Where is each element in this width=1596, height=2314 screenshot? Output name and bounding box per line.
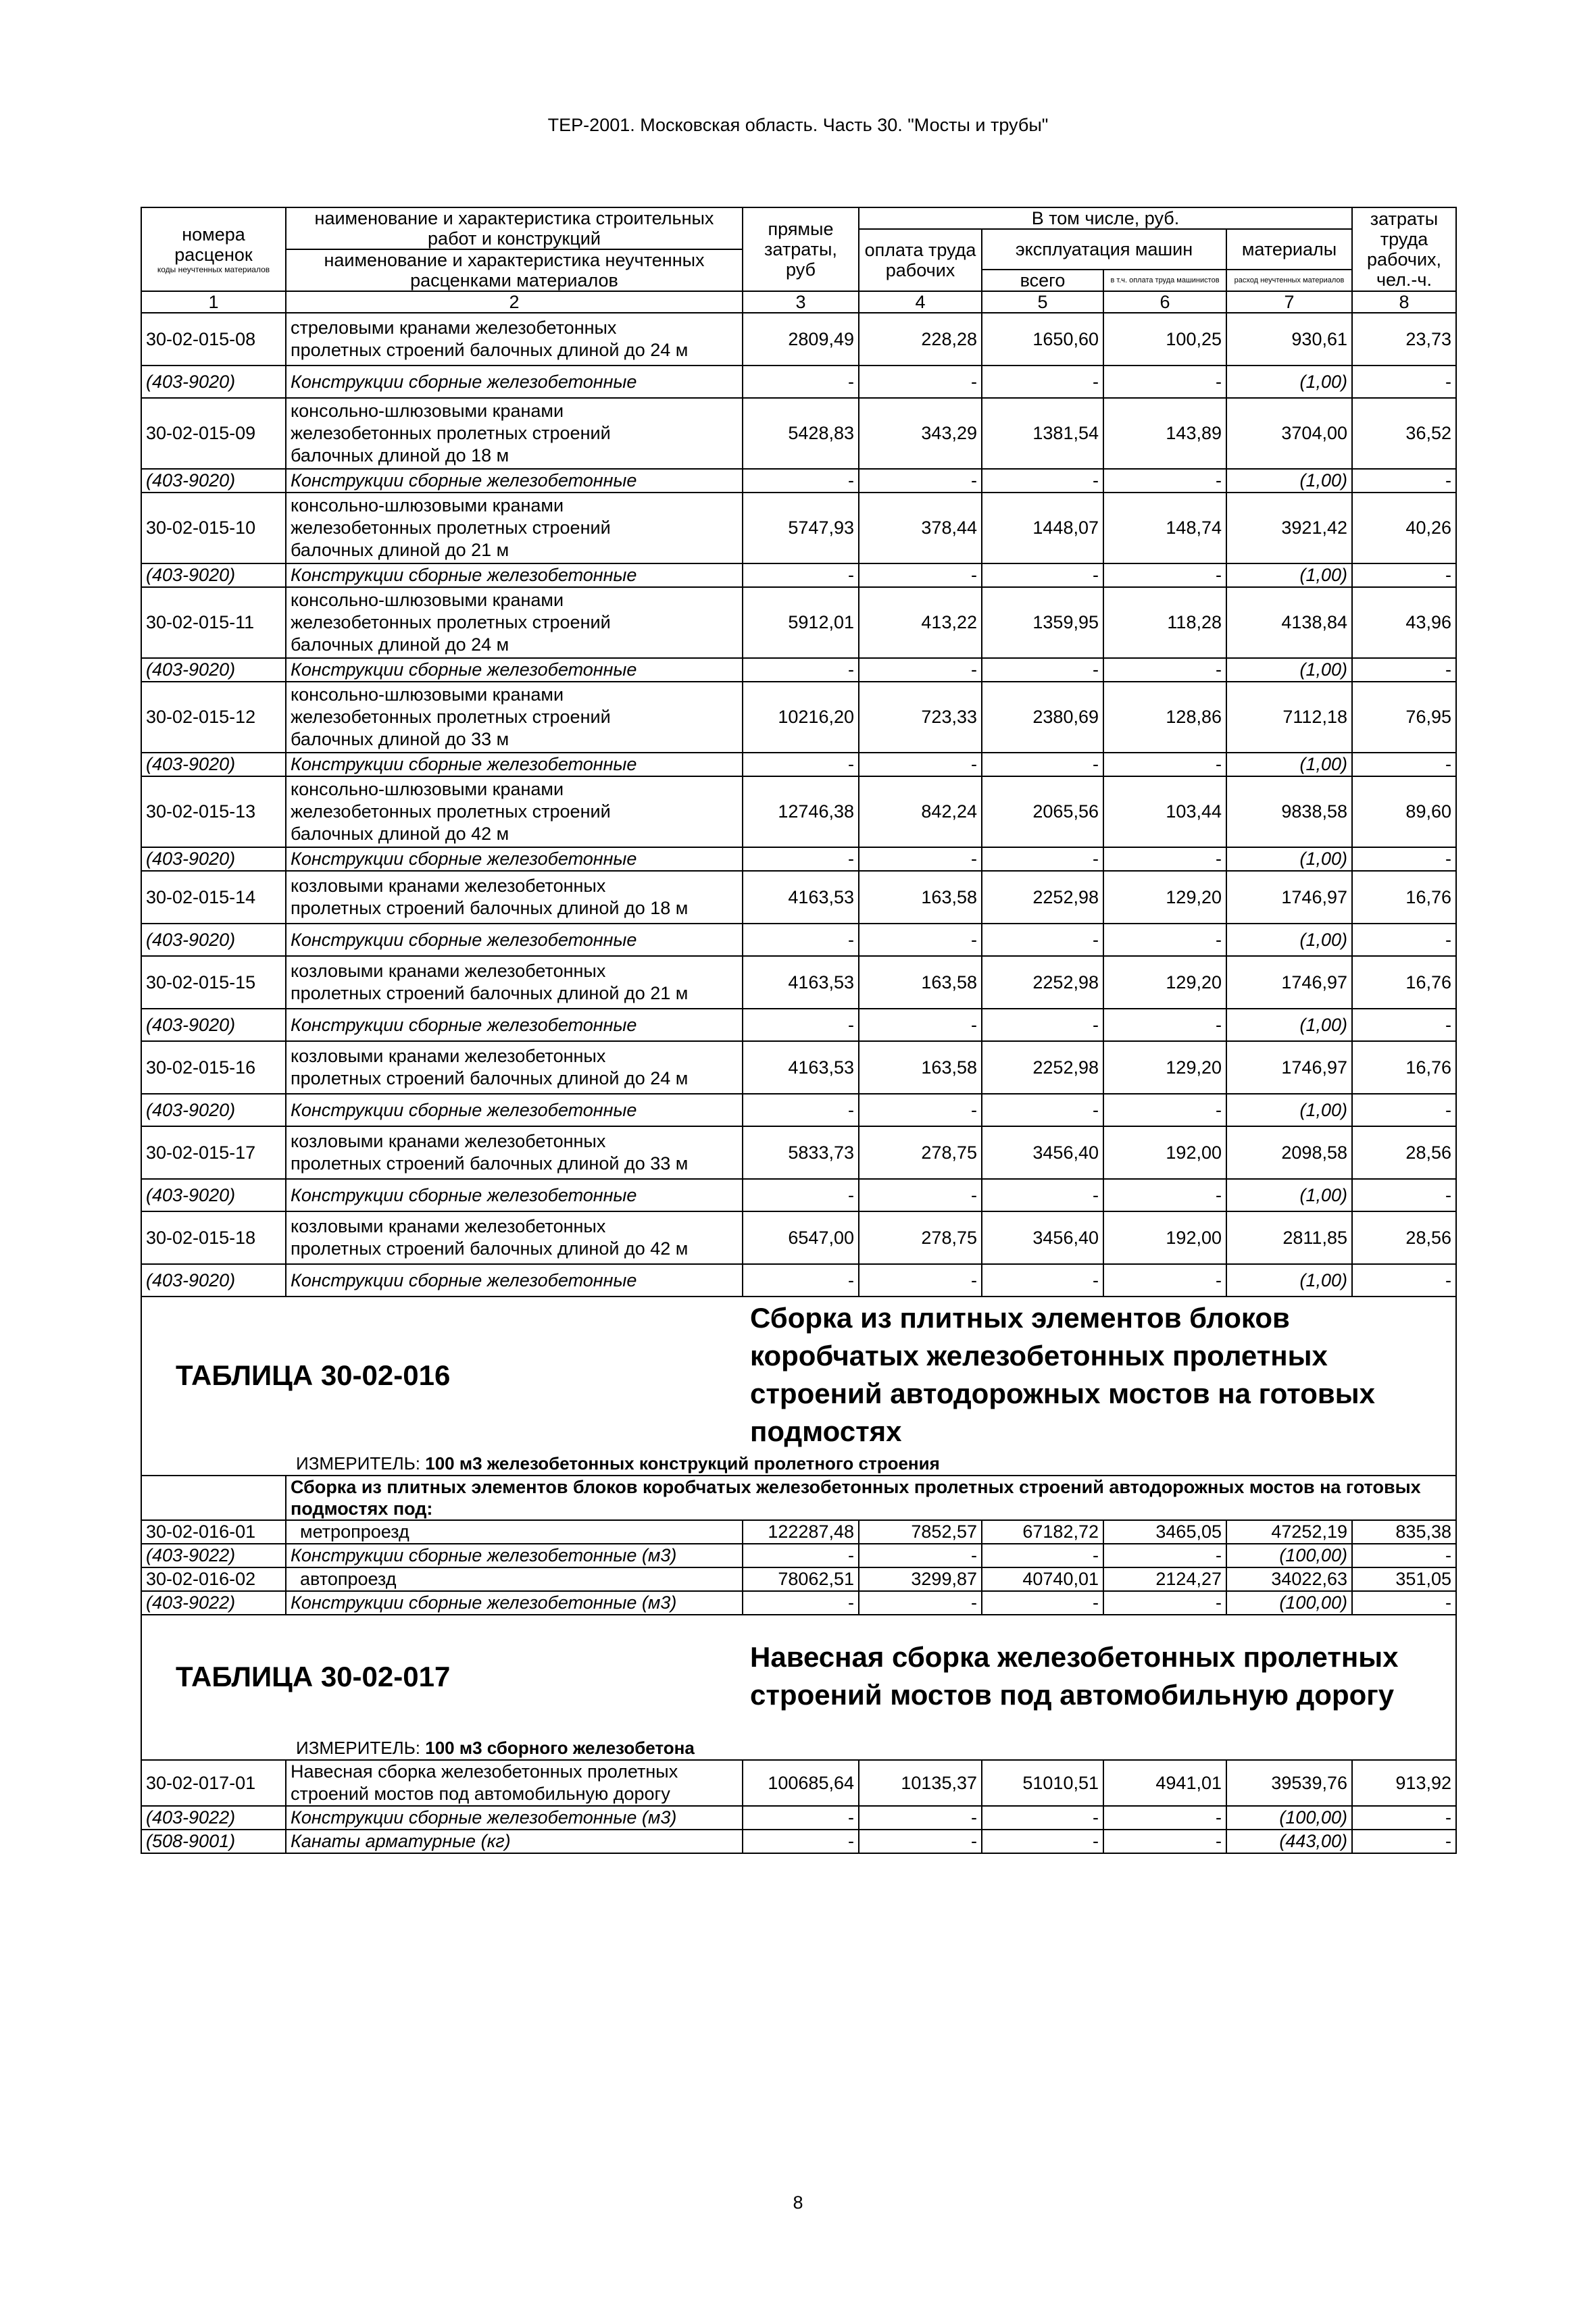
material-code: (403-9020) bbox=[141, 658, 286, 682]
machine-cost: 3456,40 bbox=[982, 1126, 1103, 1179]
material-cost: 1746,97 bbox=[1226, 956, 1352, 1009]
dash-cell: - bbox=[859, 847, 982, 871]
machinist-cost: 148,74 bbox=[1103, 493, 1226, 563]
direct-cost: 10216,20 bbox=[743, 682, 859, 753]
labor-cost: 378,44 bbox=[859, 493, 982, 563]
material-name: Канаты арматурные (кг) bbox=[286, 1830, 743, 1853]
rate-name: Навесная сборка железобетонных пролетных строений мостов под автомобильную дорогу bbox=[286, 1760, 743, 1806]
dash-cell: - bbox=[1103, 1544, 1226, 1567]
dash-cell: - bbox=[1352, 1591, 1456, 1615]
rate-code: 30-02-016-01 bbox=[141, 1520, 286, 1544]
material-code: (403-9020) bbox=[141, 469, 286, 493]
labor-cost: 163,58 bbox=[859, 871, 982, 924]
machine-cost: 67182,72 bbox=[982, 1520, 1103, 1544]
table-title: Навесная сборка железобетонных пролетных строений мостов под автомобильную дорогу bbox=[750, 1641, 1399, 1711]
rate-row bbox=[141, 313, 1456, 366]
rate-code: 30-02-015-10 bbox=[141, 493, 286, 563]
material-quantity: (1,00) bbox=[1226, 847, 1352, 871]
labor-cost: 228,28 bbox=[859, 313, 982, 366]
material-quantity: (100,00) bbox=[1226, 1544, 1352, 1567]
rate-row bbox=[141, 587, 1456, 658]
material-cost: 2811,85 bbox=[1226, 1211, 1352, 1264]
machinist-cost: 129,20 bbox=[1103, 956, 1226, 1009]
machine-cost: 1448,07 bbox=[982, 493, 1103, 563]
rate-name: консольно-шлюзовыми кранами железобетонных пролетных строений балочных длиной до 33 м bbox=[286, 682, 743, 753]
unaccounted-material-row bbox=[141, 1830, 1456, 1853]
material-cost: 4138,84 bbox=[1226, 587, 1352, 658]
dash-cell: - bbox=[743, 924, 859, 956]
dash-cell: - bbox=[859, 1179, 982, 1211]
dash-cell: - bbox=[743, 469, 859, 493]
material-code: (403-9022) bbox=[141, 1544, 286, 1567]
dash-cell: - bbox=[982, 924, 1103, 956]
labor-hours: 43,96 bbox=[1352, 587, 1456, 658]
dash-cell: - bbox=[859, 563, 982, 587]
rate-name: козловыми кранами железобетонных пролетных строений балочных длиной до 18 м bbox=[286, 871, 743, 924]
rate-name: козловыми кранами железобетонных пролетных строений балочных длиной до 24 м bbox=[286, 1041, 743, 1094]
rate-code: 30-02-015-11 bbox=[141, 587, 286, 658]
rate-row bbox=[141, 1760, 1456, 1806]
dash-cell: - bbox=[982, 1806, 1103, 1830]
labor-hours: 913,92 bbox=[1352, 1760, 1456, 1806]
rate-row bbox=[141, 776, 1456, 847]
direct-cost: 2809,49 bbox=[743, 313, 859, 366]
labor-cost: 278,75 bbox=[859, 1211, 982, 1264]
material-quantity: (1,00) bbox=[1226, 1009, 1352, 1041]
labor-cost: 7852,57 bbox=[859, 1520, 982, 1544]
material-cost: 34022,63 bbox=[1226, 1567, 1352, 1591]
machinist-cost: 3465,05 bbox=[1103, 1520, 1226, 1544]
dash-cell: - bbox=[743, 1094, 859, 1126]
unaccounted-material-row bbox=[141, 469, 1456, 493]
rate-code: 30-02-015-14 bbox=[141, 871, 286, 924]
meter-row bbox=[141, 1453, 1456, 1476]
machine-cost: 2252,98 bbox=[982, 956, 1103, 1009]
dash-cell: - bbox=[743, 1179, 859, 1211]
dash-cell: - bbox=[982, 658, 1103, 682]
machinist-cost: 128,86 bbox=[1103, 682, 1226, 753]
dash-cell: - bbox=[1103, 1830, 1226, 1853]
unaccounted-material-row bbox=[141, 924, 1456, 956]
material-code: (508-9001) bbox=[141, 1830, 286, 1853]
rate-name: консольно-шлюзовыми кранами железобетонных пролетных строений балочных длиной до 24 м bbox=[286, 587, 743, 658]
direct-cost: 12746,38 bbox=[743, 776, 859, 847]
rate-code: 30-02-017-01 bbox=[141, 1760, 286, 1806]
direct-cost: 4163,53 bbox=[743, 956, 859, 1009]
material-cost: 2098,58 bbox=[1226, 1126, 1352, 1179]
dash-cell: - bbox=[743, 1591, 859, 1615]
rate-code: 30-02-015-09 bbox=[141, 398, 286, 469]
machinist-cost: 100,25 bbox=[1103, 313, 1226, 366]
rate-row bbox=[141, 1211, 1456, 1264]
dash-cell: - bbox=[1352, 1009, 1456, 1041]
labor-hours: 351,05 bbox=[1352, 1567, 1456, 1591]
rate-name: консольно-шлюзовыми кранами железобетонных пролетных строений балочных длиной до 42 м bbox=[286, 776, 743, 847]
dash-cell: - bbox=[1352, 658, 1456, 682]
direct-cost: 122287,48 bbox=[743, 1520, 859, 1544]
col-header-code: номера расценок коды неучтенных материалов bbox=[141, 207, 286, 291]
material-cost: 39539,76 bbox=[1226, 1760, 1352, 1806]
dash-cell: - bbox=[859, 658, 982, 682]
material-code: (403-9020) bbox=[141, 1009, 286, 1041]
table-label: ТАБЛИЦА 30-02-017 bbox=[176, 1660, 451, 1692]
dash-cell: - bbox=[1352, 1830, 1456, 1853]
dash-cell: - bbox=[743, 658, 859, 682]
material-name: Конструкции сборные железобетонные (м3) bbox=[286, 1591, 743, 1615]
unaccounted-material-row bbox=[141, 1009, 1456, 1041]
rate-row bbox=[141, 956, 1456, 1009]
labor-cost: 343,29 bbox=[859, 398, 982, 469]
rate-code: 30-02-015-18 bbox=[141, 1211, 286, 1264]
direct-cost: 5747,93 bbox=[743, 493, 859, 563]
rate-code: 30-02-015-16 bbox=[141, 1041, 286, 1094]
machinist-cost: 143,89 bbox=[1103, 398, 1226, 469]
machinist-cost: 192,00 bbox=[1103, 1126, 1226, 1179]
machine-cost: 40740,01 bbox=[982, 1567, 1103, 1591]
material-name: Конструкции сборные железобетонные bbox=[286, 1264, 743, 1297]
dash-cell: - bbox=[1352, 1806, 1456, 1830]
machine-cost: 3456,40 bbox=[982, 1211, 1103, 1264]
dash-cell: - bbox=[859, 1544, 982, 1567]
machine-cost: 2380,69 bbox=[982, 682, 1103, 753]
dash-cell: - bbox=[982, 1009, 1103, 1041]
dash-cell: - bbox=[1103, 924, 1226, 956]
group-title: Сборка из плитных элементов блоков коробчатых железобетонных пролетных строений автодорожных мостов на готовых подмостях под: bbox=[286, 1476, 1456, 1520]
machinist-cost: 192,00 bbox=[1103, 1211, 1226, 1264]
material-code: (403-9020) bbox=[141, 1179, 286, 1211]
machine-cost: 2065,56 bbox=[982, 776, 1103, 847]
rate-name: козловыми кранами железобетонных пролетных строений балочных длиной до 42 м bbox=[286, 1211, 743, 1264]
labor-hours: 40,26 bbox=[1352, 493, 1456, 563]
col-header-mach-labor: в т.ч. оплата труда машинистов bbox=[1103, 270, 1226, 291]
material-code: (403-9020) bbox=[141, 753, 286, 776]
labor-hours: 16,76 bbox=[1352, 956, 1456, 1009]
machinist-cost: 129,20 bbox=[1103, 871, 1226, 924]
rate-code: 30-02-015-17 bbox=[141, 1126, 286, 1179]
dash-cell: - bbox=[743, 366, 859, 398]
dash-cell: - bbox=[982, 1264, 1103, 1297]
dash-cell: - bbox=[859, 1094, 982, 1126]
direct-cost: 6547,00 bbox=[743, 1211, 859, 1264]
dash-cell: - bbox=[859, 469, 982, 493]
col-header-materials: материалы bbox=[1226, 229, 1352, 270]
material-name: Конструкции сборные железобетонные bbox=[286, 366, 743, 398]
rate-row bbox=[141, 1567, 1456, 1591]
dash-cell: - bbox=[1103, 658, 1226, 682]
page-header: ТЕР-2001. Московская область. Часть 30. "Мосты и трубы" bbox=[547, 115, 1049, 135]
table-section-header bbox=[141, 1297, 1456, 1453]
dash-cell: - bbox=[743, 847, 859, 871]
dash-cell: - bbox=[859, 1009, 982, 1041]
dash-cell: - bbox=[743, 1264, 859, 1297]
material-quantity: (1,00) bbox=[1226, 658, 1352, 682]
material-name: Конструкции сборные железобетонные bbox=[286, 469, 743, 493]
dash-cell: - bbox=[1352, 1264, 1456, 1297]
meter-value: 100 м3 сборного железобетона bbox=[425, 1738, 695, 1758]
dash-cell: - bbox=[1103, 366, 1226, 398]
dash-cell: - bbox=[1103, 1264, 1226, 1297]
unaccounted-material-row bbox=[141, 1264, 1456, 1297]
dash-cell: - bbox=[743, 753, 859, 776]
machine-cost: 2252,98 bbox=[982, 871, 1103, 924]
material-quantity: (1,00) bbox=[1226, 753, 1352, 776]
material-cost: 1746,97 bbox=[1226, 871, 1352, 924]
unaccounted-material-row bbox=[141, 366, 1456, 398]
machine-cost: 1381,54 bbox=[982, 398, 1103, 469]
rate-code: 30-02-015-15 bbox=[141, 956, 286, 1009]
dash-cell: - bbox=[982, 469, 1103, 493]
labor-hours: 28,56 bbox=[1352, 1126, 1456, 1179]
table-label: ТАБЛИЦА 30-02-016 bbox=[176, 1359, 451, 1391]
dash-cell: - bbox=[982, 1179, 1103, 1211]
dash-cell: - bbox=[1103, 1009, 1226, 1041]
dash-cell: - bbox=[1103, 469, 1226, 493]
dash-cell: - bbox=[859, 1591, 982, 1615]
dash-cell: - bbox=[1352, 924, 1456, 956]
unaccounted-material-row bbox=[141, 1094, 1456, 1126]
material-code: (403-9022) bbox=[141, 1806, 286, 1830]
dash-cell: - bbox=[859, 1806, 982, 1830]
material-quantity: (1,00) bbox=[1226, 563, 1352, 587]
unaccounted-material-row bbox=[141, 847, 1456, 871]
rate-code: 30-02-015-12 bbox=[141, 682, 286, 753]
dash-cell: - bbox=[1352, 847, 1456, 871]
material-quantity: (1,00) bbox=[1226, 366, 1352, 398]
dash-cell: - bbox=[1352, 1544, 1456, 1567]
machine-cost: 1359,95 bbox=[982, 587, 1103, 658]
dash-cell: - bbox=[1352, 1179, 1456, 1211]
material-cost: 3704,00 bbox=[1226, 398, 1352, 469]
rate-name: консольно-шлюзовыми кранами железобетонных пролетных строений балочных длиной до 18 м bbox=[286, 398, 743, 469]
direct-cost: 5912,01 bbox=[743, 587, 859, 658]
material-code: (403-9020) bbox=[141, 1264, 286, 1297]
col-header-machines: эксплуатация машин bbox=[982, 229, 1226, 270]
material-cost: 1746,97 bbox=[1226, 1041, 1352, 1094]
rate-code: 30-02-016-02 bbox=[141, 1567, 286, 1591]
machinist-cost: 4941,01 bbox=[1103, 1760, 1226, 1806]
material-quantity: (1,00) bbox=[1226, 469, 1352, 493]
dash-cell: - bbox=[982, 563, 1103, 587]
material-quantity: (1,00) bbox=[1226, 1264, 1352, 1297]
page-number: 8 bbox=[793, 2192, 803, 2213]
machine-cost: 2252,98 bbox=[982, 1041, 1103, 1094]
group-row bbox=[141, 1476, 1456, 1520]
dash-cell: - bbox=[743, 1009, 859, 1041]
dash-cell: - bbox=[1103, 753, 1226, 776]
dash-cell: - bbox=[982, 1830, 1103, 1853]
dash-cell: - bbox=[1103, 847, 1226, 871]
material-cost: 3921,42 bbox=[1226, 493, 1352, 563]
material-code: (403-9020) bbox=[141, 924, 286, 956]
machinist-cost: 129,20 bbox=[1103, 1041, 1226, 1094]
dash-cell: - bbox=[859, 1830, 982, 1853]
labor-hours: 89,60 bbox=[1352, 776, 1456, 847]
dash-cell: - bbox=[1352, 753, 1456, 776]
material-name: Конструкции сборные железобетонные bbox=[286, 1094, 743, 1126]
material-name: Конструкции сборные железобетонные bbox=[286, 1179, 743, 1211]
labor-cost: 3299,87 bbox=[859, 1567, 982, 1591]
labor-cost: 163,58 bbox=[859, 956, 982, 1009]
material-code: (403-9020) bbox=[141, 563, 286, 587]
rate-row bbox=[141, 871, 1456, 924]
col-header-mach-total: всего bbox=[982, 270, 1103, 291]
unaccounted-material-row bbox=[141, 563, 1456, 587]
rate-name: стреловыми кранами железобетонных пролетных строений балочных длиной до 24 м bbox=[286, 313, 743, 366]
machinist-cost: 118,28 bbox=[1103, 587, 1226, 658]
dash-cell: - bbox=[743, 1830, 859, 1853]
material-quantity: (100,00) bbox=[1226, 1806, 1352, 1830]
table-title: Сборка из плитных элементов блоков коробчатых железобетонных пролетных строений автодорожных мостов на готовых подмостях bbox=[750, 1302, 1375, 1447]
rate-row bbox=[141, 1041, 1456, 1094]
material-name: Конструкции сборные железобетонные (м3) bbox=[286, 1544, 743, 1567]
dash-cell: - bbox=[982, 1544, 1103, 1567]
material-quantity: (1,00) bbox=[1226, 1179, 1352, 1211]
dash-cell: - bbox=[1103, 1806, 1226, 1830]
col-header-name: наименование и характеристика строительных работ и конструкций наименование и характеристика неучтенных расценками материалов bbox=[286, 207, 743, 291]
material-code: (403-9020) bbox=[141, 1094, 286, 1126]
rate-name: консольно-шлюзовыми кранами железобетонных пролетных строений балочных длиной до 21 м bbox=[286, 493, 743, 563]
unaccounted-material-row bbox=[141, 1179, 1456, 1211]
labor-hours: 36,52 bbox=[1352, 398, 1456, 469]
labor-cost: 163,58 bbox=[859, 1041, 982, 1094]
labor-hours: 28,56 bbox=[1352, 1211, 1456, 1264]
direct-cost: 4163,53 bbox=[743, 1041, 859, 1094]
dash-cell: - bbox=[1103, 1591, 1226, 1615]
column-numbers-row: 1 2 3 4 5 6 7 8 bbox=[141, 291, 1456, 313]
direct-cost: 4163,53 bbox=[743, 871, 859, 924]
rate-name: метропроезд bbox=[286, 1520, 743, 1544]
meter-row bbox=[141, 1737, 1456, 1760]
col-header-hours: затраты труда рабочих, чел.-ч. bbox=[1352, 207, 1456, 291]
rate-row bbox=[141, 682, 1456, 753]
labor-hours: 835,38 bbox=[1352, 1520, 1456, 1544]
dash-cell: - bbox=[1103, 1094, 1226, 1126]
material-name: Конструкции сборные железобетонные (м3) bbox=[286, 1806, 743, 1830]
dash-cell: - bbox=[1352, 469, 1456, 493]
unaccounted-material-row bbox=[141, 753, 1456, 776]
dash-cell: - bbox=[859, 366, 982, 398]
dash-cell: - bbox=[743, 563, 859, 587]
dash-cell: - bbox=[1103, 563, 1226, 587]
rate-row bbox=[141, 1520, 1456, 1544]
machine-cost: 1650,60 bbox=[982, 313, 1103, 366]
labor-cost: 10135,37 bbox=[859, 1760, 982, 1806]
meter-value: 100 м3 железобетонных конструкций пролетного строения bbox=[425, 1453, 940, 1474]
labor-hours: 16,76 bbox=[1352, 871, 1456, 924]
machine-cost: 51010,51 bbox=[982, 1760, 1103, 1806]
dash-cell: - bbox=[982, 847, 1103, 871]
rate-name: козловыми кранами железобетонных пролетных строений балочных длиной до 21 м bbox=[286, 956, 743, 1009]
material-name: Конструкции сборные железобетонные bbox=[286, 753, 743, 776]
material-code: (403-9020) bbox=[141, 366, 286, 398]
material-name: Конструкции сборные железобетонные bbox=[286, 1009, 743, 1041]
material-name: Конструкции сборные железобетонные bbox=[286, 924, 743, 956]
direct-cost: 78062,51 bbox=[743, 1567, 859, 1591]
machinist-cost: 103,44 bbox=[1103, 776, 1226, 847]
dash-cell: - bbox=[859, 924, 982, 956]
rate-code: 30-02-015-13 bbox=[141, 776, 286, 847]
dash-cell: - bbox=[859, 753, 982, 776]
material-cost: 930,61 bbox=[1226, 313, 1352, 366]
labor-cost: 413,22 bbox=[859, 587, 982, 658]
dash-cell: - bbox=[1352, 366, 1456, 398]
labor-cost: 842,24 bbox=[859, 776, 982, 847]
material-quantity: (100,00) bbox=[1226, 1591, 1352, 1615]
material-code: (403-9022) bbox=[141, 1591, 286, 1615]
direct-cost: 5833,73 bbox=[743, 1126, 859, 1179]
dash-cell: - bbox=[743, 1806, 859, 1830]
col-header-incl: В том числе, руб. bbox=[859, 207, 1352, 229]
labor-cost: 278,75 bbox=[859, 1126, 982, 1179]
material-cost: 47252,19 bbox=[1226, 1520, 1352, 1544]
labor-hours: 16,76 bbox=[1352, 1041, 1456, 1094]
dash-cell: - bbox=[982, 1094, 1103, 1126]
meter-label: ИЗМЕРИТЕЛЬ: bbox=[296, 1453, 420, 1474]
table-section-header bbox=[141, 1615, 1456, 1737]
meter-label: ИЗМЕРИТЕЛЬ: bbox=[296, 1738, 420, 1758]
direct-cost: 100685,64 bbox=[743, 1760, 859, 1806]
unaccounted-material-row bbox=[141, 658, 1456, 682]
dash-cell: - bbox=[859, 1264, 982, 1297]
dash-cell: - bbox=[982, 1591, 1103, 1615]
labor-hours: 23,73 bbox=[1352, 313, 1456, 366]
labor-hours: 76,95 bbox=[1352, 682, 1456, 753]
dash-cell: - bbox=[743, 1544, 859, 1567]
material-name: Конструкции сборные железобетонные bbox=[286, 847, 743, 871]
dash-cell: - bbox=[982, 366, 1103, 398]
material-quantity: (1,00) bbox=[1226, 924, 1352, 956]
dash-cell: - bbox=[1352, 1094, 1456, 1126]
rate-name: козловыми кранами железобетонных пролетных строений балочных длиной до 33 м bbox=[286, 1126, 743, 1179]
rate-row bbox=[141, 398, 1456, 469]
material-name: Конструкции сборные железобетонные bbox=[286, 658, 743, 682]
rates-table bbox=[141, 207, 1457, 1854]
rate-name: автопроезд bbox=[286, 1567, 743, 1591]
material-name: Конструкции сборные железобетонные bbox=[286, 563, 743, 587]
unaccounted-material-row bbox=[141, 1591, 1456, 1615]
rate-row bbox=[141, 1126, 1456, 1179]
material-quantity: (1,00) bbox=[1226, 1094, 1352, 1126]
unaccounted-material-row bbox=[141, 1806, 1456, 1830]
col-header-labor: оплата труда рабочих bbox=[859, 229, 982, 291]
col-header-mat-unaccounted: расход неучтенных материалов bbox=[1226, 270, 1352, 291]
labor-cost: 723,33 bbox=[859, 682, 982, 753]
dash-cell: - bbox=[1103, 1179, 1226, 1211]
material-code: (403-9020) bbox=[141, 847, 286, 871]
material-cost: 7112,18 bbox=[1226, 682, 1352, 753]
machinist-cost: 2124,27 bbox=[1103, 1567, 1226, 1591]
direct-cost: 5428,83 bbox=[743, 398, 859, 469]
rate-row bbox=[141, 493, 1456, 563]
material-cost: 9838,58 bbox=[1226, 776, 1352, 847]
dash-cell: - bbox=[1352, 563, 1456, 587]
unaccounted-material-row bbox=[141, 1544, 1456, 1567]
rate-code: 30-02-015-08 bbox=[141, 313, 286, 366]
dash-cell: - bbox=[982, 753, 1103, 776]
col-header-direct: прямые затраты, руб bbox=[743, 207, 859, 291]
material-quantity: (443,00) bbox=[1226, 1830, 1352, 1853]
